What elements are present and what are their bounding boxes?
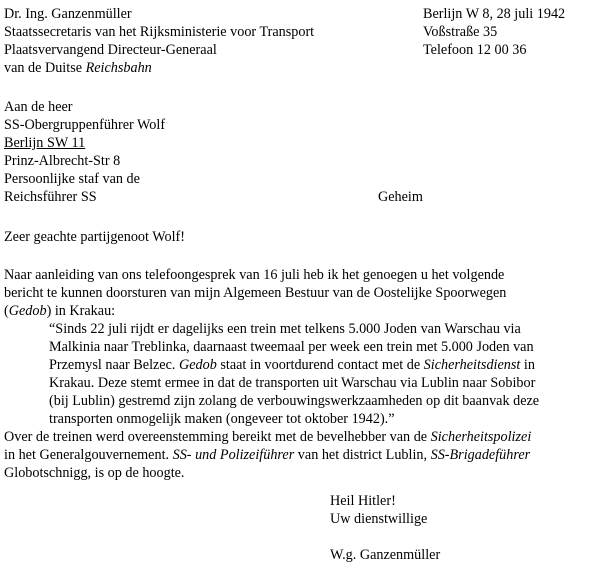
sender-title-deputy: Plaatsvervangend Directeur-Generaal (4, 42, 217, 58)
sicherheitsdienst-term: Sicherheitsdienst (423, 357, 521, 373)
body-paragraph-line (4, 302, 115, 321)
ss-polizeifuehrer-term: SS- und Polizeiführer (172, 447, 295, 463)
body-paragraph-line: Globotschnigg, is op de hoogte. (4, 465, 185, 481)
recipient-line-1: Aan de heer (4, 99, 73, 115)
sender-street: Voßstraße 35 (423, 24, 498, 40)
place-date: Berlijn W 8, 28 juli 1942 (423, 6, 566, 22)
sender-name: Dr. Ing. Ganzenmüller (4, 6, 132, 22)
text-run: in het Generalgouvernement. (4, 447, 173, 463)
signature: W.g. Ganzenmüller (330, 547, 441, 563)
quote-line (49, 356, 535, 375)
sender-title-reichsbahn (4, 59, 152, 78)
ss-brigadefuehrer-term: SS-Brigadeführer (430, 447, 531, 463)
body-paragraph-line: bericht te kunnen doorsturen van mijn Algemeen Bestuur van de Oostelijke Spoorwegen (4, 285, 507, 301)
recipient-name: SS-Obergruppenführer Wolf (4, 117, 166, 133)
sender-phone: Telefoon 12 00 36 (423, 42, 527, 58)
quote-line: Malkinia naar Treblinka, daarnaast tweemaal per week een trein met 5.000 Joden van (49, 339, 534, 355)
gedob-term: Gedob (179, 357, 217, 373)
sicherheitspolizei-term: Sicherheitspolizei (430, 429, 532, 445)
recipient-street: Prinz-Albrecht-Str 8 (4, 153, 121, 169)
text-run: in (520, 357, 535, 373)
text-run: Przemysl naar Belzec. (49, 357, 179, 373)
recipient-city: Berlijn SW 11 (4, 135, 86, 151)
closing-complimentary: Uw dienstwillige (330, 511, 428, 527)
recipient-staff: Persoonlijke staf van de (4, 171, 140, 187)
body-paragraph-line (4, 446, 530, 465)
salutation: Zeer geachte partijgenoot Wolf! (4, 229, 185, 245)
text-run: ( (4, 303, 9, 319)
quote-line: transporten onmogelijk maken (ongeveer tot oktober 1942).” (49, 411, 395, 427)
text-run: Over de treinen werd overeenstemming bereikt met de bevelhebber van de (4, 429, 431, 445)
closing-greeting: Heil Hitler! (330, 493, 396, 509)
reichsbahn-term: Reichsbahn (85, 60, 152, 76)
quote-line: “Sinds 22 juli rijdt er dagelijks een trein met telkens 5.000 Joden van Warschau via (49, 321, 521, 337)
quote-line: Krakau. Deze stemt ermee in dat de transporten uit Warschau via Lublin naar Sobibor (49, 375, 536, 391)
text-run: ) in Krakau: (46, 303, 116, 319)
text-run: van het district Lublin, (294, 447, 431, 463)
text-run: staat in voortdurend contact met de (216, 357, 424, 373)
classification-label: Geheim (378, 189, 423, 205)
recipient-org: Reichsführer SS (4, 189, 97, 205)
body-paragraph-line: Naar aanleiding van ons telefoongesprek van 16 juli heb ik het genoegen u het volgende (4, 267, 505, 283)
sender-title-secretary: Staatssecretaris van het Rijksministerie voor Transport (4, 24, 315, 40)
quote-line: (bij Lublin) gestremd zijn zolang de verbouwingswerkzaamheden op dit baanvak deze (49, 393, 540, 409)
gedob-term: Gedob (8, 303, 47, 319)
sender-title-prefix: van de Duitse (4, 60, 86, 76)
body-paragraph-line (4, 428, 531, 447)
